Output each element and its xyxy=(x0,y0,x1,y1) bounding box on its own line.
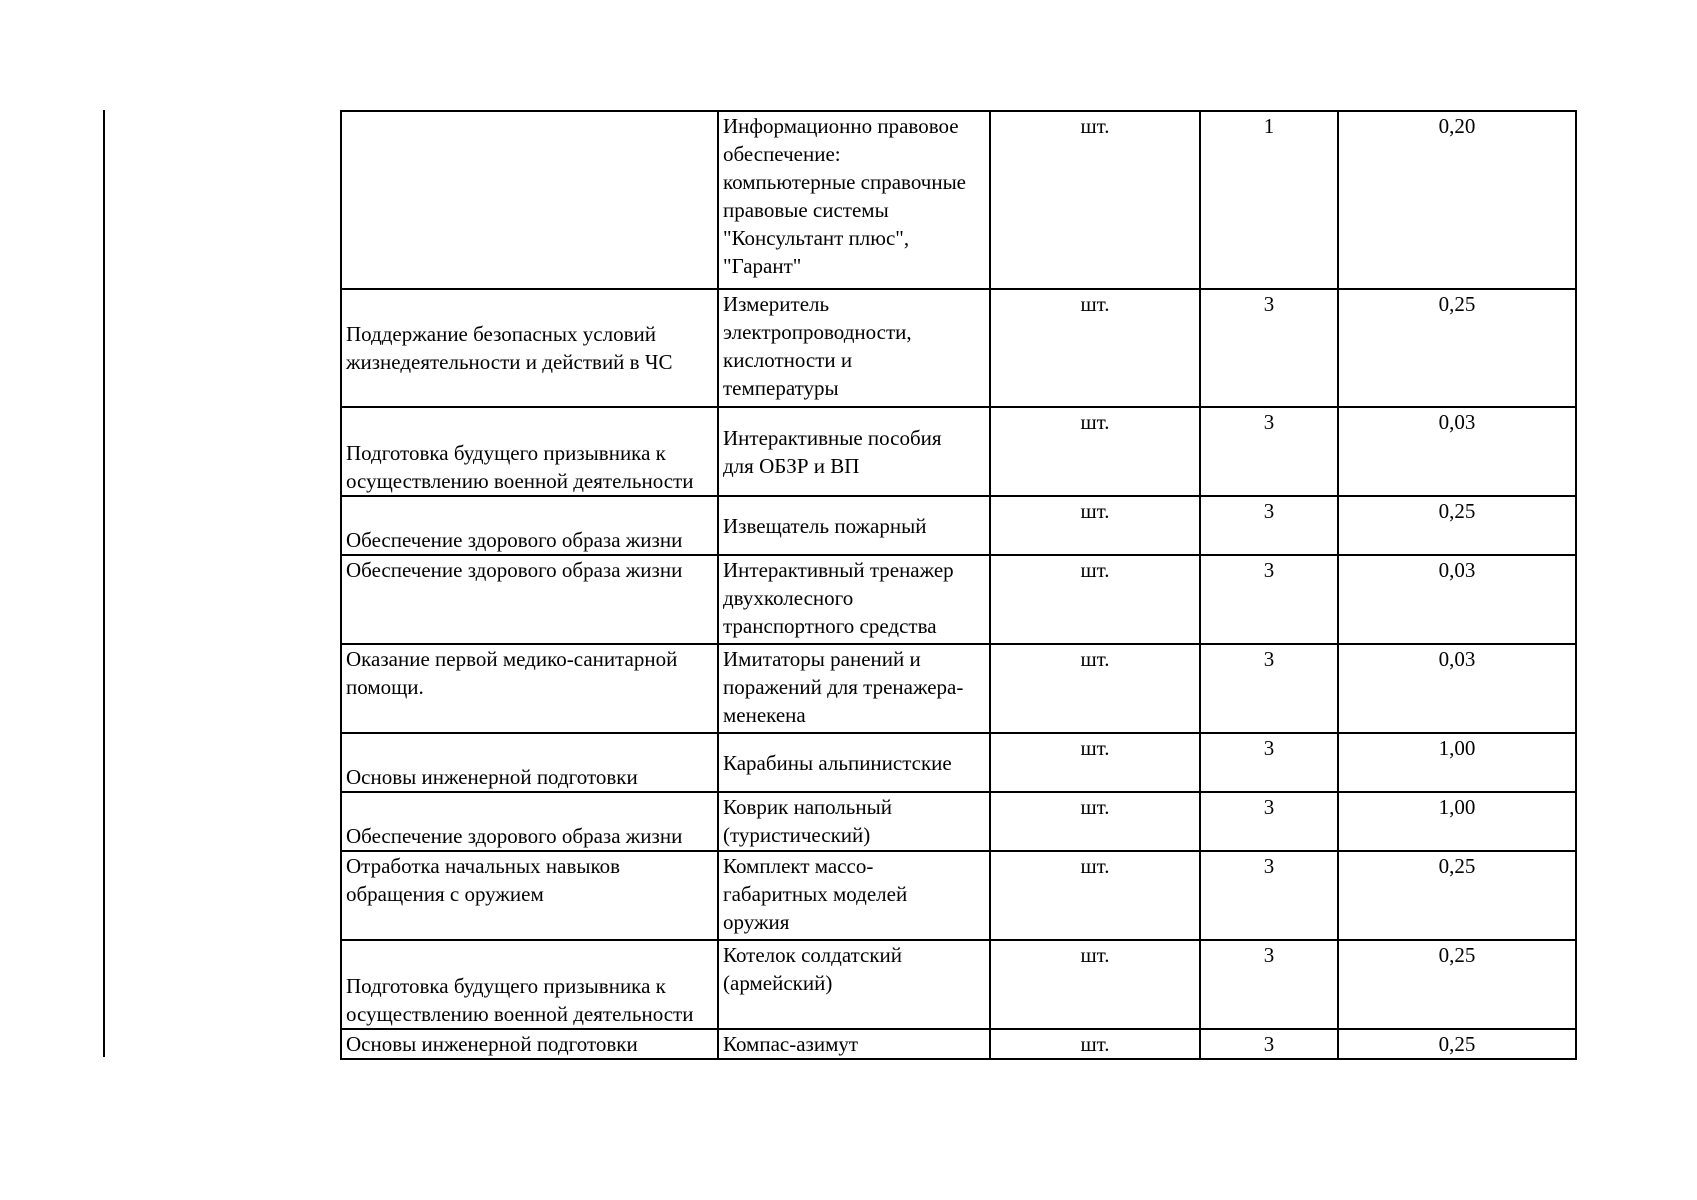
item-cell xyxy=(718,555,990,644)
table-row xyxy=(341,289,1576,407)
unit-cell: шт. xyxy=(990,407,1200,496)
equipment-table xyxy=(340,110,1577,1060)
quantity-cell: 3 xyxy=(1200,644,1338,733)
table-row xyxy=(341,1029,1576,1059)
quantity-cell: 3 xyxy=(1200,289,1338,407)
item-name: Интерактивные пособия для ОБЗР и ВП xyxy=(723,425,942,478)
quantity-cell: 3 xyxy=(1200,1029,1338,1059)
topic-cell: Подготовка будущего призывника к осуществлению военной деятельности xyxy=(341,407,718,496)
value-cell: 1,00 xyxy=(1338,792,1576,851)
item-cell xyxy=(718,1029,990,1059)
table-row xyxy=(341,851,1576,940)
unit-cell: шт. xyxy=(990,496,1200,555)
unit-cell: шт. xyxy=(990,940,1200,1029)
value-cell: 0,25 xyxy=(1338,496,1576,555)
quantity-cell: 3 xyxy=(1200,733,1338,792)
table-row xyxy=(341,111,1576,289)
table-row xyxy=(341,496,1576,555)
unit-cell: шт. xyxy=(990,289,1200,407)
item-name: Имитаторы ранений и поражений для тренажера- менекена xyxy=(723,647,964,727)
topic-cell: Обеспечение здорового образа жизни xyxy=(341,555,718,644)
value-cell: 1,00 xyxy=(1338,733,1576,792)
unit-cell: шт. xyxy=(990,555,1200,644)
item-name: Измеритель электропроводности, кислотности и температуры xyxy=(723,292,912,400)
unit-cell: шт. xyxy=(990,111,1200,289)
quantity-cell: 3 xyxy=(1200,792,1338,851)
topic-cell xyxy=(341,111,718,289)
value-cell: 0,25 xyxy=(1338,851,1576,940)
quantity-cell: 3 xyxy=(1200,940,1338,1029)
topic-cell: Обеспечение здорового образа жизни xyxy=(341,496,718,555)
item-cell xyxy=(718,289,990,407)
quantity-cell: 3 xyxy=(1200,851,1338,940)
value-cell: 0,25 xyxy=(1338,940,1576,1029)
unit-cell: шт. xyxy=(990,644,1200,733)
unit-cell: шт. xyxy=(990,1029,1200,1059)
item-cell xyxy=(718,496,990,555)
topic-cell: Оказание первой медико-санитарной помощи. xyxy=(341,644,718,733)
topic-cell: Отработка начальных навыков обращения с оружием xyxy=(341,851,718,940)
item-name: Компас-азимут xyxy=(723,1032,859,1056)
item-name: Информационно правовое обеспечение: компьютерные справочные правовые системы "Консультант плюс", "Гарант" xyxy=(723,114,967,278)
table-row xyxy=(341,407,1576,496)
topic-cell: Основы инженерной подготовки xyxy=(341,1029,718,1059)
item-cell xyxy=(718,111,990,289)
topic-cell: Подготовка будущего призывника к осуществлению военной деятельности xyxy=(341,940,718,1029)
table-row xyxy=(341,792,1576,851)
item-name: Коврик напольный (туристический) xyxy=(723,795,892,847)
quantity-cell: 1 xyxy=(1200,111,1338,289)
table-row xyxy=(341,644,1576,733)
item-name: Карабины альпинистские xyxy=(723,750,952,775)
value-cell: 0,03 xyxy=(1338,407,1576,496)
item-name: Котелок солдатский (армейский) xyxy=(723,943,903,995)
table-row xyxy=(341,940,1576,1029)
quantity-cell: 3 xyxy=(1200,555,1338,644)
unit-cell: шт. xyxy=(990,792,1200,851)
topic-cell: Поддержание безопасных условий жизнедеятельности и действий в ЧС xyxy=(341,289,718,407)
table-row xyxy=(341,733,1576,792)
table-row xyxy=(341,555,1576,644)
item-name: Извещатель пожарный xyxy=(723,513,927,538)
unit-cell: шт. xyxy=(990,851,1200,940)
value-cell: 0,25 xyxy=(1338,289,1576,407)
topic-cell: Основы инженерной подготовки xyxy=(341,733,718,792)
item-cell xyxy=(718,940,990,1029)
value-cell: 0,25 xyxy=(1338,1029,1576,1059)
item-cell xyxy=(718,644,990,733)
value-cell: 0,03 xyxy=(1338,644,1576,733)
quantity-cell: 3 xyxy=(1200,496,1338,555)
unit-cell: шт. xyxy=(990,733,1200,792)
page-margin-line xyxy=(103,110,105,1057)
item-cell xyxy=(718,733,990,792)
item-cell xyxy=(718,792,990,851)
quantity-cell: 3 xyxy=(1200,407,1338,496)
item-name: Интерактивный тренажер двухколесного транспортного средства xyxy=(723,558,954,638)
value-cell: 0,20 xyxy=(1338,111,1576,289)
topic-cell: Обеспечение здорового образа жизни xyxy=(341,792,718,851)
item-cell xyxy=(718,407,990,496)
value-cell: 0,03 xyxy=(1338,555,1576,644)
item-cell xyxy=(718,851,990,940)
item-name: Комплект массо- габаритных моделей оружия xyxy=(723,854,908,934)
